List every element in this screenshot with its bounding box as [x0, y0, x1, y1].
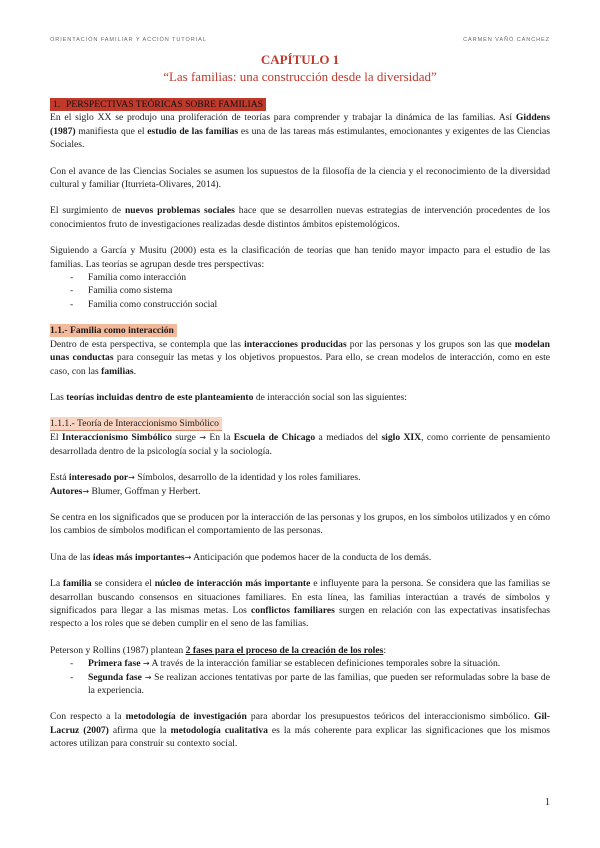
- paragraph: Está interesado por→ Símbolos, desarrollo de la identidad y los roles familiares. Autores→ Blumer, Goffman y Herbert.: [50, 472, 361, 497]
- arrow-icon: →: [82, 486, 90, 496]
- section-1-title: PERSPECTIVAS TEÓRICAS SOBRE FAMILIAS: [66, 99, 263, 110]
- list-item: - Familia como sistema: [50, 284, 550, 297]
- arrow-icon: →: [144, 672, 152, 682]
- list-item: - Familia como interacción: [50, 271, 550, 284]
- list-item: - Segunda fase → Se realizan acciones tentativas por parte de las familias, que pueden ser reformuladas sobre la base de la experiencia.: [50, 671, 550, 698]
- section-1-number: 1.: [53, 99, 61, 110]
- list-item: - Primera fase → A través de la interacción familiar se establecen definiciones temporales sobre la situación.: [50, 657, 550, 670]
- paragraph: Con el avance de las Ciencias Sociales se asumen los supuestos de la filosofía de la ciencia y el reconocimiento de la diversidad cultural y familiar (Iturrieta-Olivares, 2014).: [50, 165, 550, 191]
- paragraph: En el siglo XX se produjo una proliferación de teorías para comprender y trabajar la dinámica de las familias. Así Giddens (1987) manifiesta que el estudio de las familias es una de las tareas más estimulantes, emocionantes y exigentes de las Ciencias Sociales.: [50, 112, 550, 151]
- arrow-icon: →: [128, 473, 135, 483]
- chapter-title: CAPÍTULO 1: [260, 52, 340, 67]
- paragraph: Con respecto a la metodología de investigación para abordar los presupuestos teóricos del interaccionismo simbólico. Gil-Lacruz (2007) afirma que la metodología cualitativa es la más coherente para explicar las significaciones que los mismos actores utilizan para construir su contexto social.: [50, 711, 550, 750]
- paragraph: Siguiendo a García y Musitu (2000) esta es la clasificación de teorías que han tenido mayor impacto para el estudio de las familias. Las teorías se agrupan desde tres perspectivas:: [50, 245, 550, 270]
- paragraph: Se centra en los significados que se producen por la interacción de las personas y los grupos, en los símbolos utilizados y en cómo los cambios de símbolos modifican el comportamiento de las personas.: [50, 511, 550, 537]
- arrow-icon: →: [199, 433, 206, 443]
- page-number: 1: [545, 797, 550, 808]
- section-1-1-1-heading: 1.1.1.- Teoría de Interaccionismo Simbólico: [50, 417, 550, 431]
- paragraph: Una de las ideas más importantes→ Anticipación que podemos hacer de la conducta de los demás.: [50, 551, 432, 563]
- header-course-title: ORIENTACIÓN FAMILIAR Y ACCIÓN TUTORIAL: [50, 37, 207, 43]
- list-item: - Familia como construcción social: [50, 298, 550, 311]
- arrow-icon: →: [184, 552, 192, 562]
- perspectives-list: [50, 271, 550, 311]
- phases-list: [50, 657, 550, 697]
- paragraph: Peterson y Rollins (1987) plantean 2 fases para el proceso de la creación de los roles:: [50, 644, 387, 656]
- document-body: [50, 52, 550, 751]
- header-author: CARMEN VAÑÓ CÁNCHEZ: [463, 37, 550, 43]
- paragraph: Dentro de esta perspectiva, se contempla que las interacciones producidas por las personas y los grupos son las que modelan unas conductas para conseguir las metas y los objetivos propuestos. Para ello, se crean modelos de interacción, como en este caso, con las familias.: [50, 338, 550, 377]
- paragraph: La familia se considera el núcleo de interacción más importante e influyente para la persona. Se considera que las familias se desarrollan buscando consensos en situaciones familiares. En esta línea, las familias interactúan a través de símbolos y significados para llegar a las mismas metas. Los conflictos familiares surgen en relación con las expectativas insatisfechas respecto a los roles que se deben cumplir en el seno de las familias.: [50, 578, 550, 630]
- chapter-subtitle: “Las familias: una construcción desde la diversidad”: [163, 69, 437, 84]
- running-header: [50, 37, 550, 43]
- section-1-1-heading: 1.1.- Familia como interacción: [50, 324, 550, 337]
- arrow-icon: →: [142, 659, 150, 669]
- section-1-heading: [50, 98, 550, 111]
- paragraph: Las teorías incluidas dentro de este planteamiento de interacción social son las siguientes:: [50, 391, 407, 403]
- paragraph: El Interaccionismo Simbólico surge → En la Escuela de Chicago a mediados del siglo XIX, como corriente de pensamiento desarrollada dentro de la psicología social y la sociología.: [50, 432, 550, 457]
- paragraph: El surgimiento de nuevos problemas sociales hace que se desarrollen nuevas estrategias de intervención procedentes de los conocimientos fruto de investigaciones realizadas desde distintos ámbitos epistemológicos.: [50, 205, 550, 230]
